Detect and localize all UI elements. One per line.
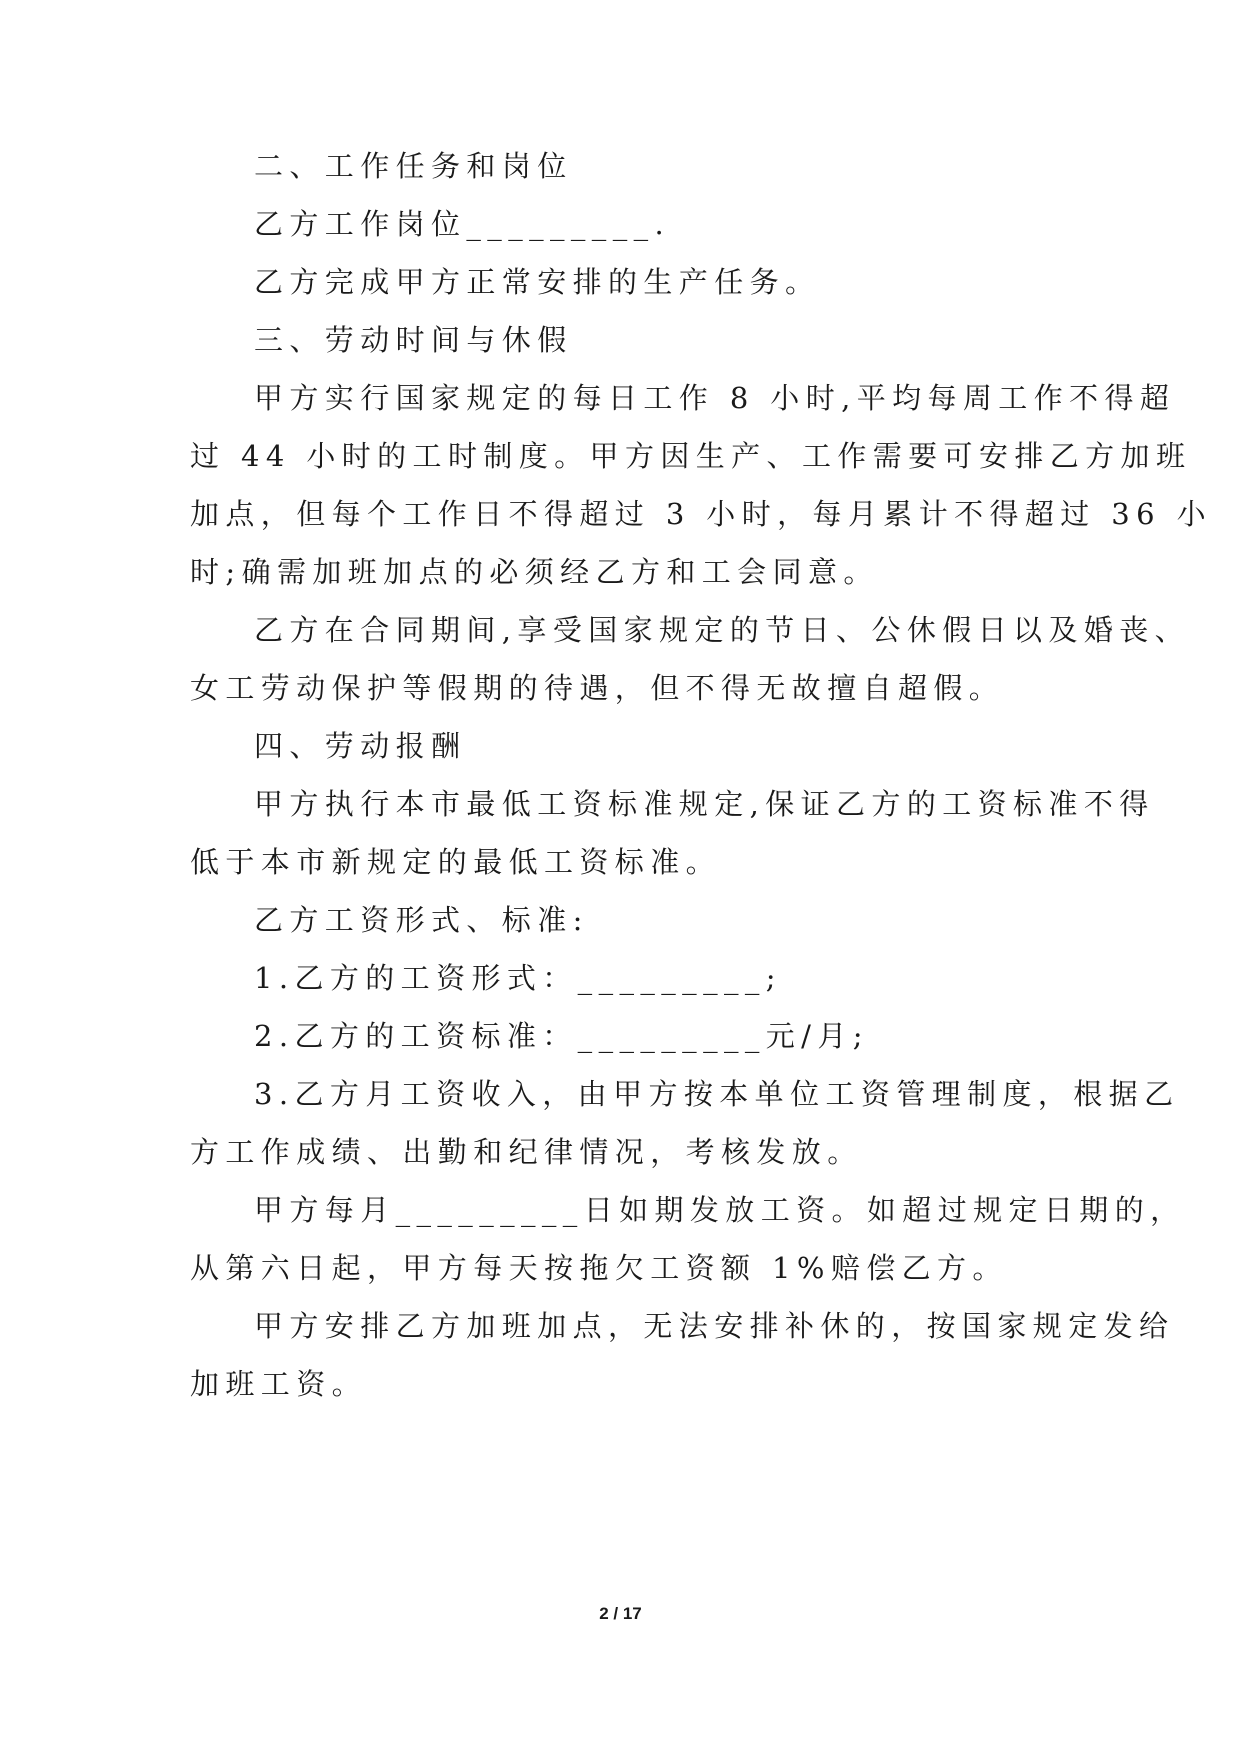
paragraph-line: 方工作成绩、出勤和纪律情况，考核发放。 xyxy=(190,1135,863,1169)
paragraph-line: 时;确需加班加点的必须经乙方和工会同意。 xyxy=(190,555,879,589)
paragraph-line: 乙方工资形式、标准: xyxy=(254,903,589,937)
paragraph-line: 加点，但每个工作日不得超过 3 小时，每月累计不得超过 36 小 xyxy=(190,497,1213,531)
section-heading-working-hours: 三、劳动时间与休假 xyxy=(254,323,573,357)
paragraph-line: 甲方执行本市最低工资标准规定,保证乙方的工资标准不得 xyxy=(254,787,1155,821)
paragraph-line: 甲方实行国家规定的每日工作 8 小时,平均每周工作不得超 xyxy=(254,381,1176,415)
paragraph-line: 3.乙方月工资收入，由甲方按本单位工资管理制度，根据乙 xyxy=(254,1077,1180,1111)
paragraph-line: 乙方完成甲方正常安排的生产任务。 xyxy=(254,265,821,299)
paragraph-line: 甲方每月_________日如期发放工资。如超过规定日期的， xyxy=(254,1193,1186,1227)
paragraph-line: 女工劳动保护等假期的待遇，但不得无故擅自超假。 xyxy=(190,671,1005,705)
paragraph-line: 低于本市新规定的最低工资标准。 xyxy=(190,845,722,879)
paragraph-line: 从第六日起，甲方每天按拖欠工资额 1%赔偿乙方。 xyxy=(190,1251,1008,1285)
paragraph-line: 加班工资。 xyxy=(190,1367,368,1401)
paragraph-line: 乙方工作岗位_________. xyxy=(254,207,671,241)
page-number: 2 / 17 xyxy=(599,1604,642,1623)
paragraph-line: 2.乙方的工资标准：_________元/月; xyxy=(254,1019,869,1053)
paragraph-line: 甲方安排乙方加班加点，无法安排补休的，按国家规定发给 xyxy=(254,1309,1175,1343)
paragraph-line: 过 44 小时的工时制度。甲方因生产、工作需要可安排乙方加班 xyxy=(190,439,1192,473)
paragraph-line: 乙方在合同期间,享受国家规定的节日、公休假日以及婚丧、 xyxy=(254,613,1191,647)
section-heading-job-duties: 二、工作任务和岗位 xyxy=(254,149,573,183)
paragraph-line: 1.乙方的工资形式：_________; xyxy=(254,961,782,995)
section-heading-remuneration: 四、劳动报酬 xyxy=(254,729,467,763)
